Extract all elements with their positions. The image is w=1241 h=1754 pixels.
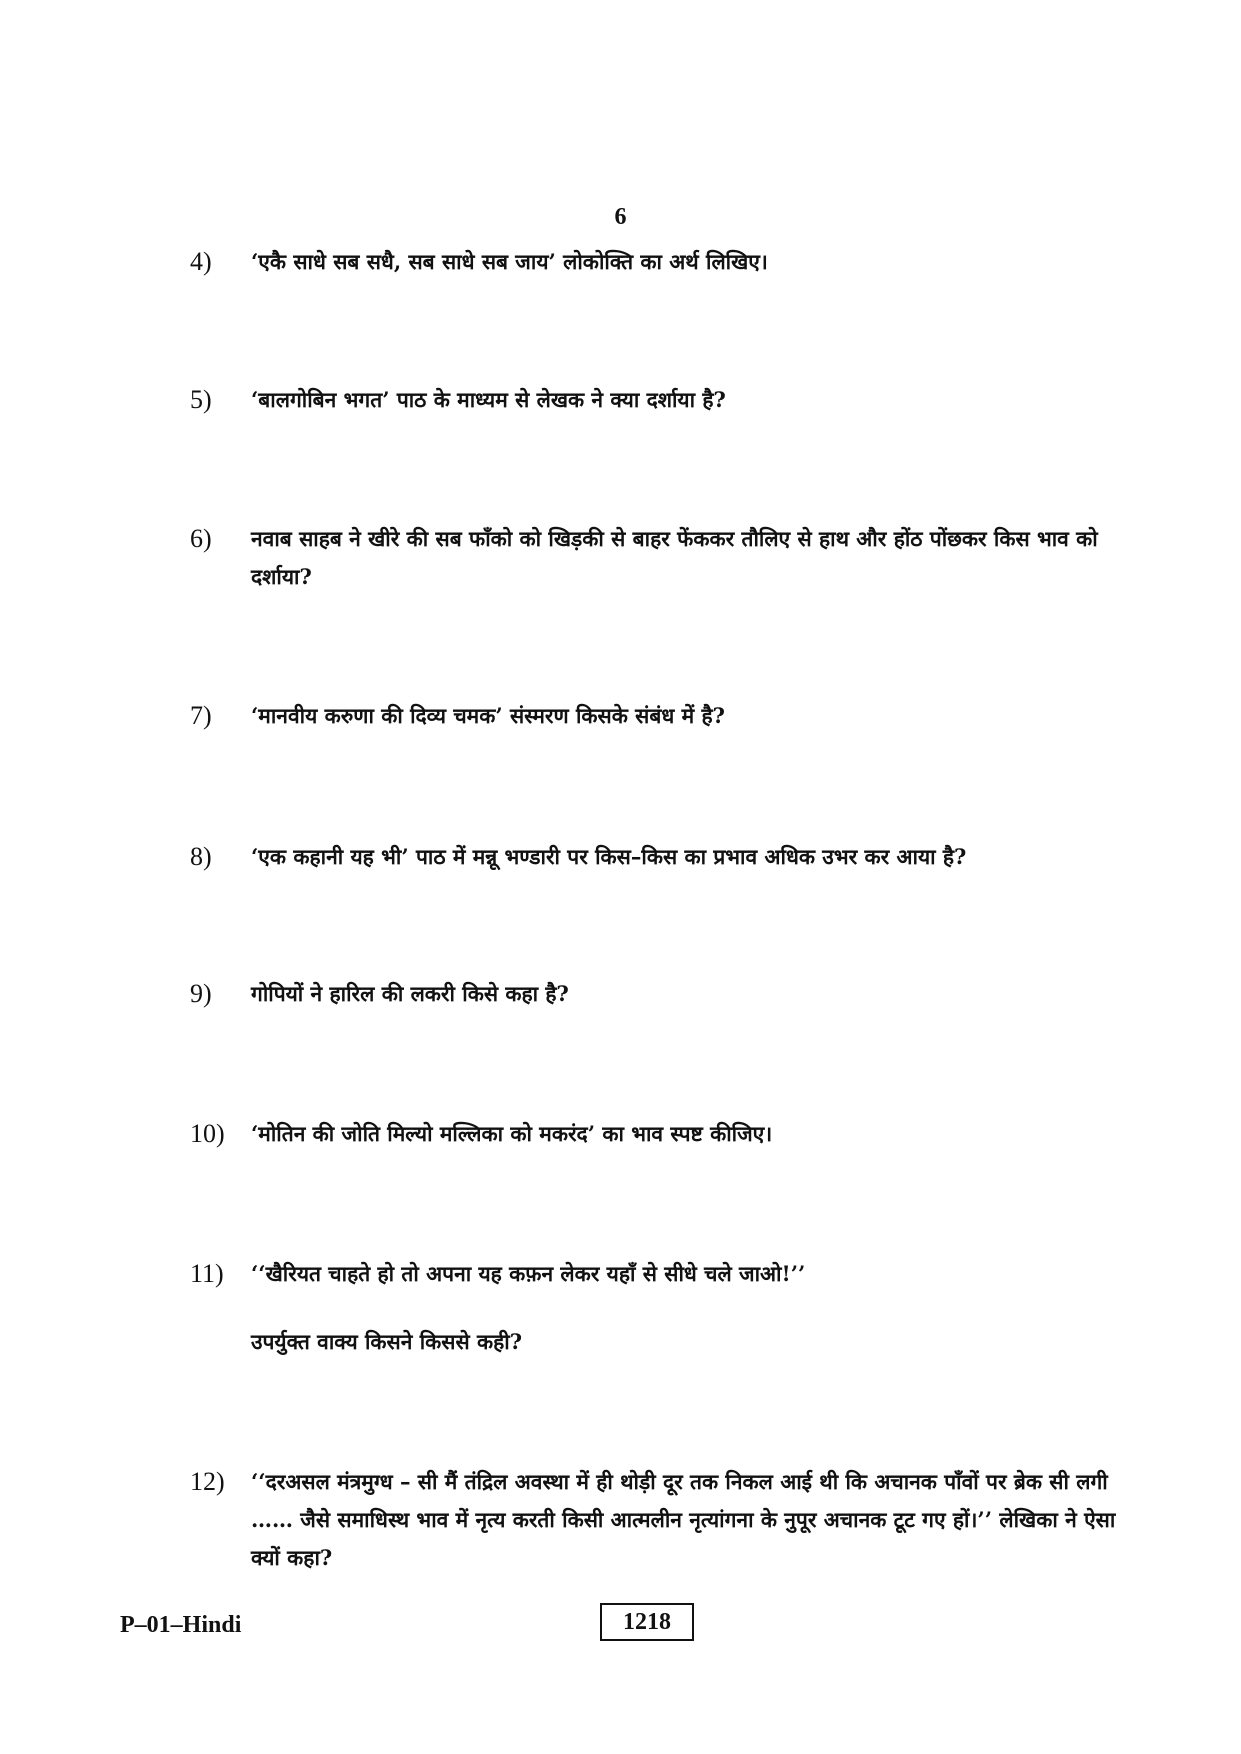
question-number: 6) [190, 524, 212, 553]
page-code-box: 1218 [600, 1603, 694, 1641]
question-number: 11) [190, 1259, 224, 1288]
question-text [251, 1255, 1131, 1361]
question-text: ‘‘दरअसल मंत्रमुग्ध – सी मैं तंद्रिल अवस्था में ही थोड़ी दूर तक निकल आई थी कि अचानक पाँवों पर ब्रेक सी लगी …… जैसे समाधिस्थ भाव में नृत्य करती किसी आत्मलीन नृत्यांगना के नुपूर अचानक टूट गए हों।’’ लेखिका ने ऐसा क्यों कहा? [251, 1469, 1116, 1570]
question-number: 10) [190, 1119, 225, 1148]
question-text: नवाब साहब ने खीरे की सब फाँको को खिड़की से बाहर फेंककर तौलिए से हाथ और होंठ पोंछकर किस भाव को दर्शाया? [251, 526, 1098, 589]
question-number: 7) [190, 701, 212, 730]
question-text: ‘बालगोबिन भगत’ पाठ के माध्यम से लेखक ने क्या दर्शाया है? [251, 387, 726, 412]
question-text: ‘एकै साधे सब सधै, सब साधे सब जाय’ लोकोक्ति का अर्थ लिखिए। [251, 249, 768, 274]
paper-code: P–01–Hindi [120, 1612, 242, 1638]
question-text: ‘एक कहानी यह भी’ पाठ में मन्नू भण्डारी पर किस–किस का प्रभाव अधिक उभर कर आया है? [251, 844, 967, 869]
question-number: 5) [190, 385, 212, 414]
question-number: 4) [190, 247, 212, 276]
question-number: 8) [190, 842, 212, 871]
question-text: ‘मोतिन की जोति मिल्यो मल्लिका को मकरंद’ का भाव स्पष्ट कीजिए। [251, 1121, 773, 1146]
question-text: गोपियों ने हारिल की लकरी किसे कहा है? [251, 981, 569, 1006]
question-subtext: उपर्युक्त वाक्य किसने किससे कही? [251, 1329, 523, 1354]
question-text: ‘मानवीय करुणा की दिव्य चमक’ संस्मरण किसके संबंध में है? [251, 703, 725, 728]
question-quote: ‘‘खैरियत चाहते हो तो अपना यह कफ़न लेकर यहाँ से सीधे चले जाओ!’’ [251, 1261, 806, 1286]
question-number: 9) [190, 979, 212, 1008]
page-number: 6 [614, 204, 627, 230]
question-number: 12) [190, 1467, 225, 1496]
